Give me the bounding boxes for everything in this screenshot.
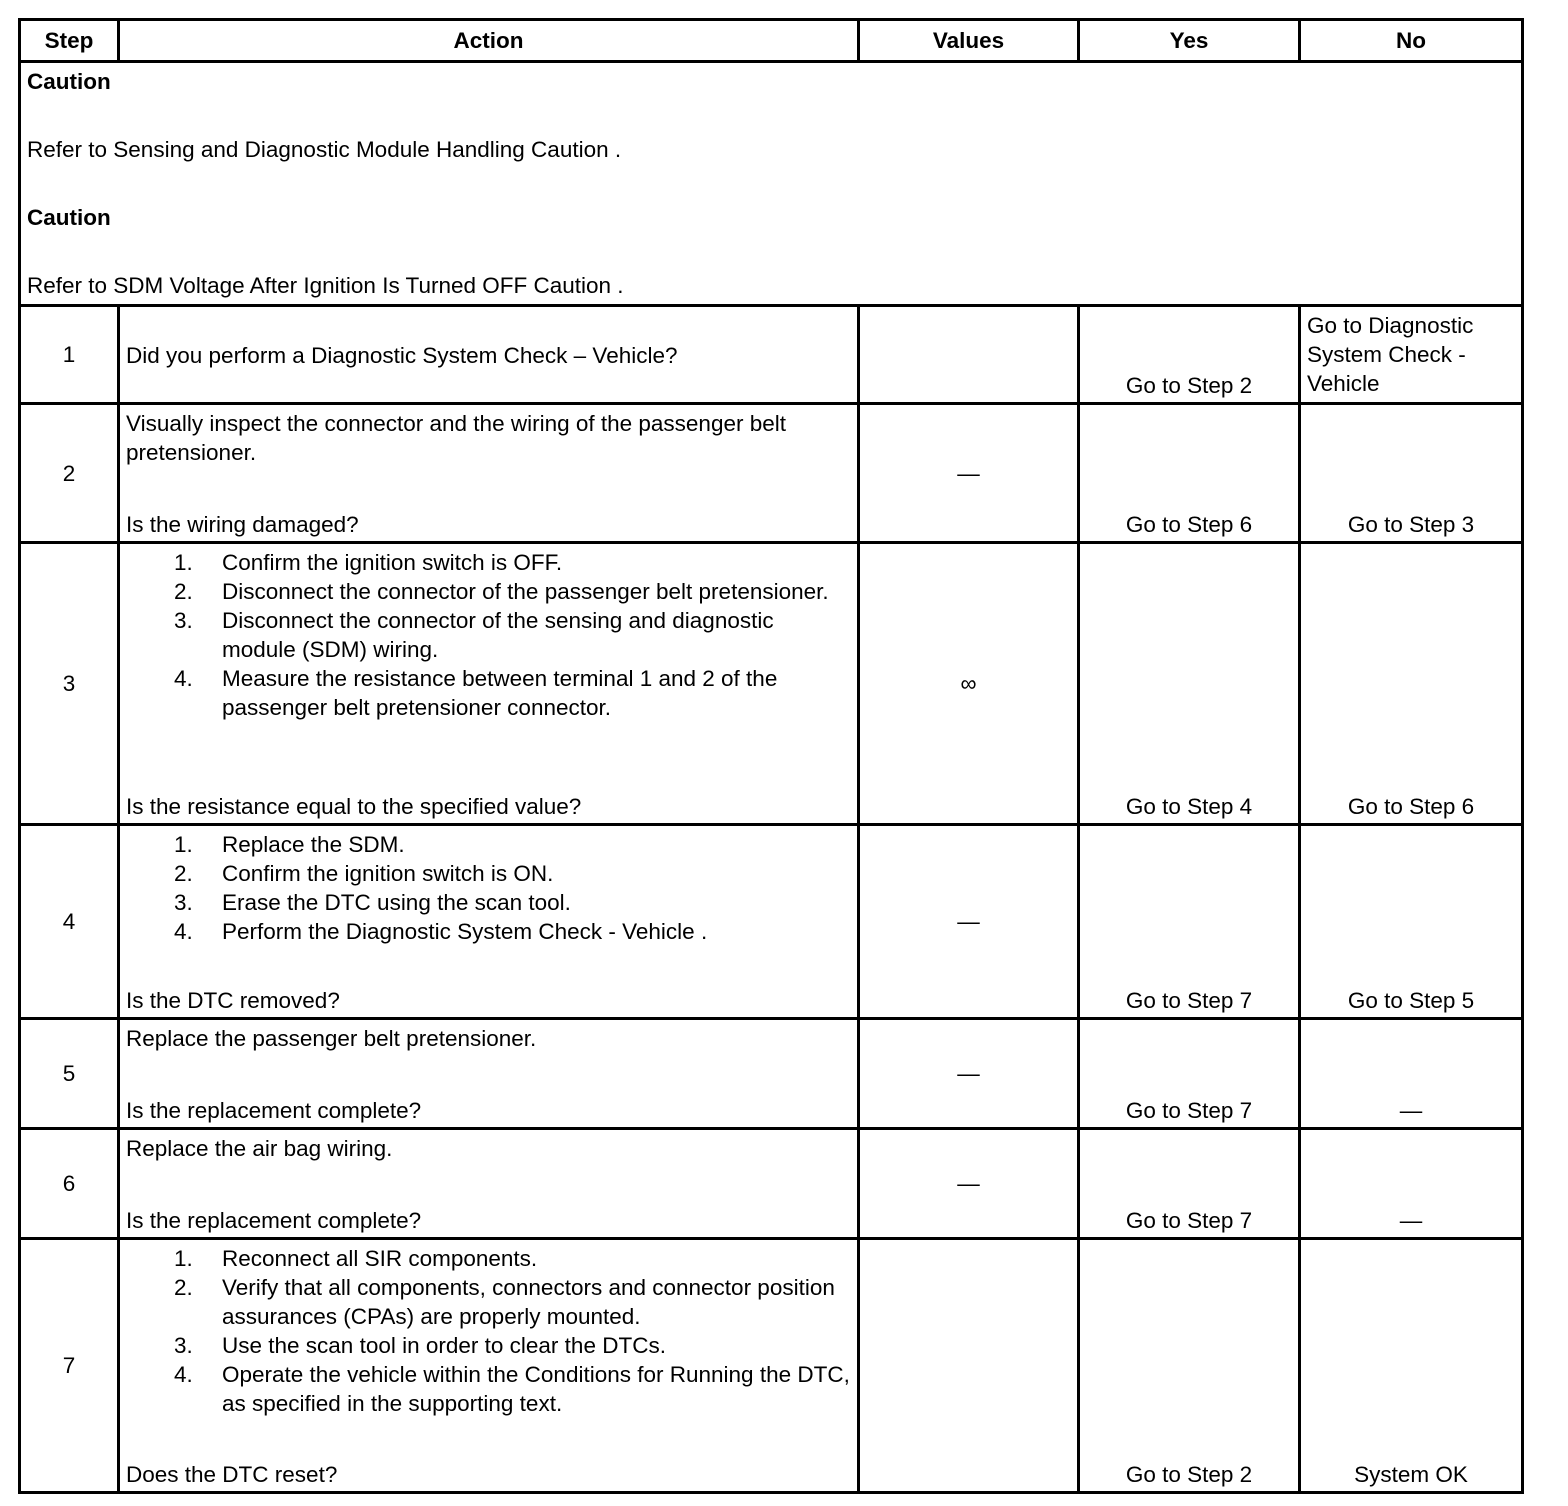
substep-number: 2. [174, 579, 193, 604]
substep-item [126, 664, 851, 722]
substep-number: 4. [174, 919, 193, 944]
substep-number: 1. [174, 832, 193, 857]
substep-item [126, 1360, 851, 1418]
substep-item [126, 859, 851, 888]
action-cell [119, 1019, 859, 1129]
table-row [20, 1129, 1523, 1239]
substep-number: 4. [174, 1362, 193, 1387]
no-cell: System OK [1300, 1239, 1523, 1493]
action-question: Is the wiring damaged? [126, 512, 359, 537]
value-cell: — [859, 404, 1079, 543]
table-row [20, 543, 1523, 825]
value-cell: — [859, 1129, 1079, 1239]
no-cell: Go to Step 6 [1300, 543, 1523, 825]
no-cell: Go to Step 3 [1300, 404, 1523, 543]
value-cell [859, 306, 1079, 404]
table-row [20, 404, 1523, 543]
action-cell [119, 306, 859, 404]
no-cell: — [1300, 1019, 1523, 1129]
yes-cell: Go to Step 2 [1079, 306, 1300, 404]
header-no: No [1300, 20, 1523, 62]
yes-cell: Go to Step 2 [1079, 1239, 1300, 1493]
substep-item [126, 548, 851, 577]
substep-list [126, 548, 851, 722]
value-cell: — [859, 825, 1079, 1019]
substep-number: 3. [174, 890, 193, 915]
substep-text: Replace the SDM. [222, 832, 405, 857]
substep-number: 1. [174, 1246, 193, 1271]
substep-item [126, 1244, 851, 1273]
header-step: Step [20, 20, 119, 62]
substep-text: Confirm the ignition switch is OFF. [222, 550, 563, 575]
caution-cell [20, 62, 1523, 306]
substep-text: Use the scan tool in order to clear the DTCs. [222, 1333, 666, 1358]
substep-item [126, 606, 851, 664]
table-row [20, 1019, 1523, 1129]
caution-text: Refer to SDM Voltage After Ignition Is Turned OFF Caution . [27, 273, 624, 298]
value-cell [859, 1239, 1079, 1493]
action-question: Is the replacement complete? [126, 1208, 422, 1233]
caution-text: Refer to Sensing and Diagnostic Module Handling Caution . [27, 137, 622, 162]
diagnostic-table [18, 18, 1524, 1494]
value-cell: ∞ [859, 543, 1079, 825]
header-row [20, 20, 1523, 62]
substep-text: Verify that all components, connectors and connector position assurances (CPAs) are properly mounted. [222, 1275, 835, 1329]
header-action: Action [119, 20, 859, 62]
substep-item [126, 830, 851, 859]
substep-text: Perform the Diagnostic System Check - Vehicle . [222, 919, 708, 944]
table-row [20, 825, 1523, 1019]
substep-text: Confirm the ignition switch is ON. [222, 861, 554, 886]
header-yes: Yes [1079, 20, 1300, 62]
action-question: Is the DTC removed? [126, 988, 340, 1013]
action-question: Is the resistance equal to the specified value? [126, 794, 582, 819]
yes-cell: Go to Step 6 [1079, 404, 1300, 543]
action-instruction: Replace the air bag wiring. [126, 1136, 393, 1161]
table-row [20, 306, 1523, 404]
caution-row [20, 62, 1523, 306]
substep-number: 2. [174, 861, 193, 886]
substep-text: Reconnect all SIR components. [222, 1246, 538, 1271]
substep-text: Disconnect the connector of the sensing and diagnostic module (SDM) wiring. [222, 608, 774, 662]
substep-text: Operate the vehicle within the Conditions for Running the DTC, as specified in the supporting text. [222, 1362, 850, 1416]
substep-item [126, 1273, 851, 1331]
substep-item [126, 917, 851, 946]
yes-cell: Go to Step 4 [1079, 543, 1300, 825]
action-cell [119, 1129, 859, 1239]
substep-number: 4. [174, 666, 193, 691]
substep-list [126, 1244, 851, 1418]
yes-cell: Go to Step 7 [1079, 825, 1300, 1019]
substep-item [126, 1331, 851, 1360]
substep-text: Erase the DTC using the scan tool. [222, 890, 571, 915]
substep-number: 2. [174, 1275, 193, 1300]
step-number: 2 [20, 404, 119, 543]
action-question: Does the DTC reset? [126, 1462, 338, 1487]
header-values: Values [859, 20, 1079, 62]
caution-title: Caution [27, 205, 111, 230]
substep-number: 3. [174, 1333, 193, 1358]
no-cell: Go to Diagnostic System Check - Vehicle [1300, 306, 1523, 404]
step-number: 4 [20, 825, 119, 1019]
table-row [20, 1239, 1523, 1493]
yes-cell: Go to Step 7 [1079, 1019, 1300, 1129]
substep-text: Disconnect the connector of the passenger belt pretensioner. [222, 579, 829, 604]
caution-title: Caution [27, 69, 111, 94]
step-number: 5 [20, 1019, 119, 1129]
no-cell: Go to Step 5 [1300, 825, 1523, 1019]
action-cell [119, 543, 859, 825]
step-number: 3 [20, 543, 119, 825]
value-cell: — [859, 1019, 1079, 1129]
yes-cell: Go to Step 7 [1079, 1129, 1300, 1239]
action-instruction: Replace the passenger belt pretensioner. [126, 1026, 537, 1051]
substep-text: Measure the resistance between terminal 1 and 2 of the passenger belt pretensioner connector. [222, 666, 778, 720]
substep-item [126, 888, 851, 917]
step-number: 6 [20, 1129, 119, 1239]
substep-item [126, 577, 851, 606]
substep-number: 3. [174, 608, 193, 633]
action-instruction: Did you perform a Diagnostic System Check – Vehicle? [126, 343, 678, 368]
step-number: 7 [20, 1239, 119, 1493]
substep-list [126, 830, 851, 946]
action-instruction: Visually inspect the connector and the wiring of the passenger belt pretensioner. [126, 411, 786, 465]
no-cell: — [1300, 1129, 1523, 1239]
substep-number: 1. [174, 550, 193, 575]
action-cell [119, 404, 859, 543]
action-cell [119, 1239, 859, 1493]
action-question: Is the replacement complete? [126, 1098, 422, 1123]
step-number: 1 [20, 306, 119, 404]
action-cell [119, 825, 859, 1019]
